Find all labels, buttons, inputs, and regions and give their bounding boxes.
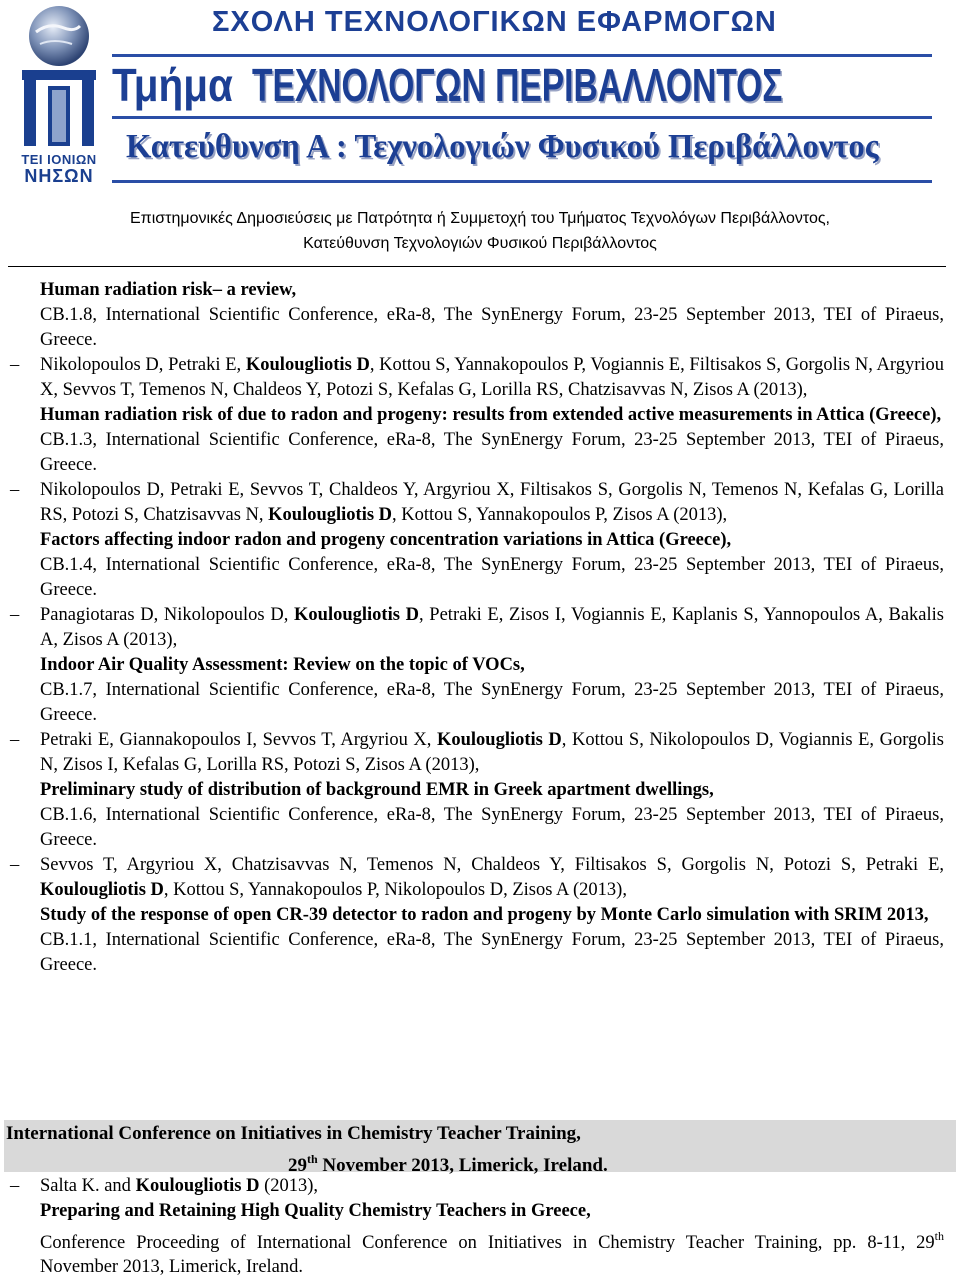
highlighted-author: Koulougliotis D [436,730,562,751]
publication-entry-continued [40,278,944,352]
publication-title: Factors affecting indoor radon and progeny concentration variations in Attica (Greece), [40,529,732,550]
publication-authors: – Nikolopoulos D, Petraki E, Koulougliotis D, Kottou S, Yannakopoulos P, Vogiannis E, Filtisakos S, Gorgolis N, Argyriou X, Sevvos T, Temenos N, Chaldeos Y, Potozi S, Kefalas G, Lorilla RS, Chatzisavvas N, Zisos A (2013), [40,355,945,401]
publication-title: Preliminary study of distribution of background EMR in Greek apartment dwellings, [40,779,714,800]
header-rule-2 [112,116,932,119]
conference-section-title: International Conference on Initiatives in Chemistry Teacher Training, [6,1123,581,1144]
department-label: Τμήμα [112,59,233,111]
publication-title: Preparing and Retaining High Quality Chemistry Teachers in Greece, [40,1200,591,1221]
header-rule-1 [112,54,932,57]
document-header [0,0,960,190]
publication-entry [40,478,944,602]
page-subtitle [0,206,960,256]
publication-venue: Conference Proceeding of International Conference on Initiatives in Chemistry Teacher Training, pp. 8-11, 29th November 2013, Limerick, Ireland. [40,1228,944,1278]
publication-venue: CB.1.8, International Scientific Conference, eRa-8, The SynEnergy Forum, 23-25 September 2013, TEI of Piraeus, Greece. [40,304,944,350]
publication-authors: – Salta K. and Koulougliotis D (2013), [40,1176,319,1196]
highlighted-author: Koulougliotis D [40,880,164,901]
publication-entry [40,728,944,852]
publication-title: Indoor Air Quality Assessment: Review on the topic of VOCs, [40,654,525,675]
divider [8,266,946,267]
publication-entry [40,603,944,727]
direction-title: Κατεύθυνση Α : Τεχνολογιών Φυσικού Περιβάλλοντος [126,128,879,165]
logo-line-nisson: ΝΗΣΩΝ [24,166,94,186]
publication-entry [40,353,944,477]
highlighted-author: Koulougliotis D [135,1176,260,1196]
department-name: ΤΕΧΝΟΛΟΓΩΝ ΠΕΡΙΒΑΛΛΟΝΤΟΣ [252,59,783,111]
publication-entry [40,853,944,977]
globe-column-logo-icon [14,4,104,152]
publication-title: Human radiation risk of due to radon and progeny: results from extended active measurements in Attica (Greece), [40,404,942,425]
publication-list [40,278,944,977]
university-logo [14,4,104,188]
highlighted-author: Koulougliotis D [245,355,370,376]
publication-venue: CB.1.6, International Scientific Conference, eRa-8, The SynEnergy Forum, 23-25 September 2013, TEI of Piraeus, Greece. [40,804,944,850]
subtitle-line-2: Κατεύθυνση Τεχνολογιών Φυσικού Περιβάλλοντος [303,235,657,252]
publication-title: Human radiation risk– a review, [40,280,297,300]
logo-line-tei: ΤΕΙ ΙΟΝΙΩΝ [21,152,97,167]
publication-authors: – Panagiotaras D, Nikolopoulos D, Koulougliotis D, Petraki E, Zisos I, Vogiannis E, Kaplanis S, Yannopoulos A, Bakalis A, Zisos A (2013), [40,605,945,651]
publication-entry [40,1174,944,1280]
publication-authors: – Petraki E, Giannakopoulos I, Sevvos T, Argyriou X, Koulougliotis D, Kottou S, Nikolopoulos D, Vogiannis E, Gorgolis N, Zisos I, Kefalas G, Lorilla RS, Potozi S, Zisos A (2013), [40,730,945,776]
highlighted-author: Koulougliotis D [294,605,419,626]
publication-title: Study of the response of open CR-39 detector to radon and progeny by Monte Carlo simulation with SRIM 2013, [40,904,929,925]
highlighted-author: Koulougliotis D [268,505,393,526]
publication-venue: CB.1.3, International Scientific Conference, eRa-8, The SynEnergy Forum, 23-25 September 2013, TEI of Piraeus, Greece. [40,429,944,475]
subtitle-line-1: Επιστημονικές Δημοσιεύσεις με Πατρότητα ή Συμμετοχή του Τμήματος Τεχνολόγων Περιβάλλοντος, [129,210,830,227]
publication-venue: CB.1.7, International Scientific Conference, eRa-8, The SynEnergy Forum, 23-25 September 2013, TEI of Piraeus, Greece. [40,679,944,725]
publication-venue: CB.1.1, International Scientific Conference, eRa-8, The SynEnergy Forum, 23-25 September 2013, TEI of Piraeus, Greece. [40,929,944,975]
publication-authors: – Sevvos T, Argyriou X, Chatzisavvas N, Temenos N, Chaldeos Y, Filtisakos S, Gorgolis N, Potozi S, Petraki E, Koulougliotis D, Kottou S, Yannakopoulos P, Nikolopoulos D, Zisos A (2013), [40,855,944,901]
publication-authors: – Nikolopoulos D, Petraki E, Sevvos T, Chaldeos Y, Argyriou X, Filtisakos S, Gorgolis N, Temenos N, Kefalas G, Lorilla RS, Potozi S, Chatzisavvas N, Koulougliotis D, Kottou S, Yannakopoulos P, Zisos A (2013), [40,480,944,526]
school-name: ΣΧΟΛΗ ΤΕΧΝΟΛΟΓΙΚΩΝ ΕΦΑΡΜΟΓΩΝ [212,6,777,38]
conference-section-date: 29th November 2013, Limerick, Ireland. [288,1152,608,1176]
conference-publication-list [40,1174,944,1280]
header-rule-3 [112,180,932,183]
publication-venue: CB.1.4, International Scientific Conference, eRa-8, The SynEnergy Forum, 23-25 September 2013, TEI of Piraeus, Greece. [40,554,944,600]
